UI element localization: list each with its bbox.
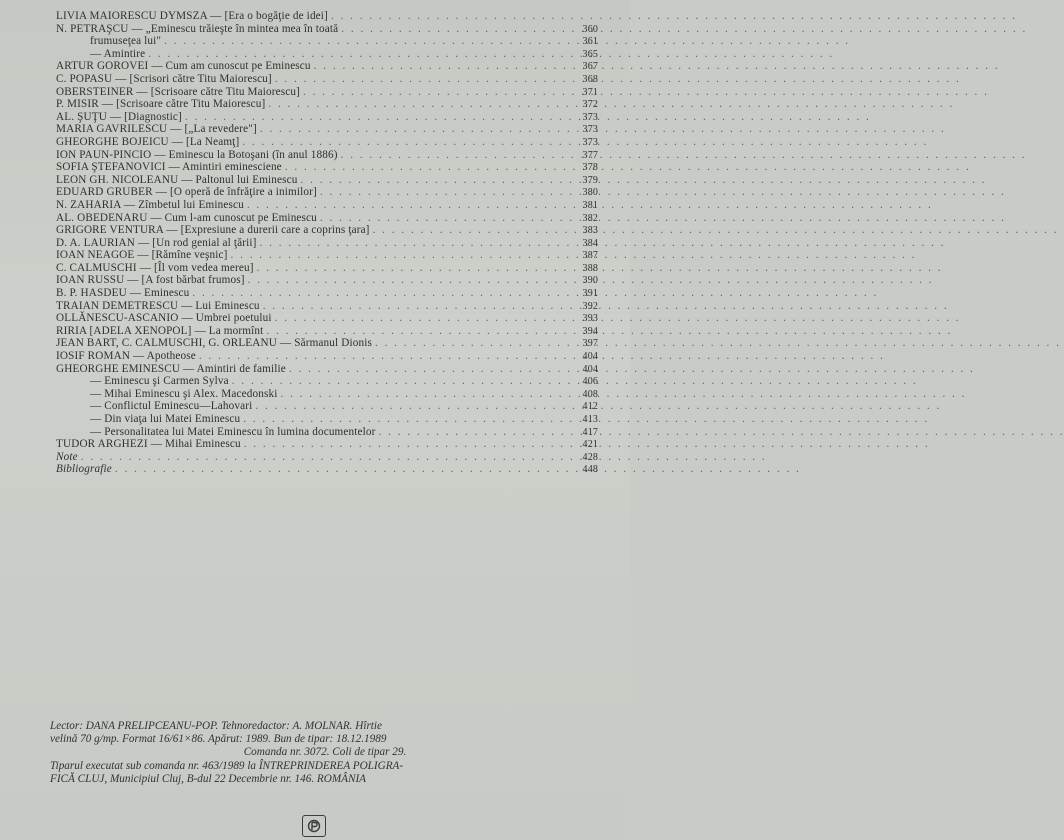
toc-entry [56,149,598,162]
table-of-contents [56,10,598,476]
toc-entry [56,23,598,36]
toc-entry-page: 373 [582,111,598,123]
toc-entry-page: 392 [582,300,598,312]
toc-entry [56,174,598,187]
toc-entry-title: ION PAUN-PINCIO — Eminescu la Botoşani (în anul 1886) [56,148,338,161]
toc-entry [56,111,598,124]
colophon-line: Tiparul executat sub comanda nr. 463/1989 la ÎNTREPRINDEREA POLIGRA- [50,759,404,772]
toc-leader-dots [242,136,569,149]
toc-leader-dots [192,287,569,300]
toc-entry-page: 379 [582,174,598,186]
toc-entry [56,262,598,275]
toc-entry-title: C. CALMUSCHI — [Îl vom vedea mereu] [56,261,254,274]
toc-entry-page: 417 [582,426,598,438]
toc-entry [56,48,598,61]
toc-entry [56,186,598,199]
toc-entry [56,451,598,464]
toc-entry [56,224,598,237]
toc-entry [56,35,598,48]
toc-entry-title: P. MISIR — [Scrisoare către Titu Maiorescu] [56,98,266,111]
toc-entry-title: ARTUR GOROVEI — Cum am cunoscut pe Eminescu [56,60,311,73]
toc-leader-dots [379,426,569,439]
toc-entry [56,463,598,476]
toc-entry-page: 394 [582,325,598,337]
toc-entry [56,274,598,287]
toc-entry-title: D. A. LAURIAN — [Un rod genial al ţării] [56,236,257,249]
toc-entry [56,400,598,413]
toc-entry-title: GRIGORE VENTURA — [Expresiune a durerii care a coprins ţara] [56,224,370,237]
toc-entry-page: 360 [582,23,598,35]
publisher-monogram-icon [302,815,326,837]
toc-entry-title: — Personalitatea lui Matei Eminescu în lumina documentelor [90,425,376,438]
toc-entry-page: 368 [582,73,598,85]
toc-leader-dots [199,350,569,363]
toc-entry-title: OBERSTEINER — [Scrisoare către Titu Maiorescu] [56,85,300,98]
toc-entry-page: 381 [582,199,598,211]
toc-entry-title: N. PETRAŞCU — „Eminescu trăieşte în mintea mea în toată [56,22,339,35]
toc-entry-page: 393 [582,313,598,325]
toc-leader-dots [260,237,570,250]
toc-entry-page: 412 [582,401,598,413]
toc-leader-dots [232,375,569,388]
toc-entry-title: IOSIF ROMAN — Apotheose [56,350,196,363]
toc-entry-page: 448 [582,464,598,476]
toc-leader-dots [331,10,569,23]
toc-entry-title: Note [56,450,78,463]
toc-entry-page: 378 [582,162,598,174]
toc-leader-dots [81,451,569,464]
toc-leader-dots [164,35,569,48]
toc-leader-dots [320,186,569,199]
toc-entry [56,337,598,350]
toc-leader-dots [244,438,569,451]
toc-entry-page: 421 [582,439,598,451]
toc-entry-page: 404 [582,351,598,363]
toc-entry-page: 383 [582,225,598,237]
toc-entry-title: N. ZAHARIA — Zîmbetul lui Eminescu [56,198,244,211]
toc-entry-title: LEON GH. NICOLEANU — Paltonul lui Eminescu [56,173,298,186]
toc-entry-title: IOAN NEAGOE — [Rămîne veşnic] [56,249,228,262]
toc-leader-dots [314,60,569,73]
toc-entry [56,237,598,250]
toc-leader-dots [375,337,569,350]
toc-entry [56,60,598,73]
toc-entry-page: 373 [582,136,598,148]
toc-entry-title: — Din viaţa lui Matei Eminescu [90,413,241,425]
toc-leader-dots [266,325,569,338]
toc-entry [56,413,598,426]
toc-entry [56,123,598,136]
toc-entry [56,325,598,338]
toc-entry [56,350,598,363]
toc-entry [56,212,598,225]
colophon-line: velină 70 g/mp. Format 16/61×86. Apărut: 1989. Bun de tipar: 18.12.1989 [50,733,387,746]
toc-leader-dots [289,363,569,376]
toc-entry-title: LIVIA MAIORESCU DYMSZA — [Era o bogăţie de idei] [56,10,328,22]
toc-entry-title: GHEORGHE BOJEICU — [La Neamţ] [56,135,240,148]
toc-entry-title: SOFIA ŞTEFANOVICI — Amintiri eminesciene [56,161,282,174]
toc-entry-page: 371 [582,86,598,98]
toc-entry-page: 372 [582,99,598,111]
toc-entry-title: GHEORGHE EMINESCU — Amintiri de familie [56,362,286,375]
toc-leader-dots [257,262,569,275]
toc-entry-page: 367 [582,61,598,73]
toc-entry [56,312,598,325]
toc-entry-title: — Mihai Eminescu şi Alex. Macedonski [90,387,278,400]
toc-entry-page: 408 [582,388,598,400]
toc-entry-title: frumuseţea lui" [90,35,162,48]
toc-entry [56,98,598,111]
colophon-line: Lector: DANA PRELIPCEANU-POP. Tehnoredactor: A. MOLNAR. Hîrtie [50,720,382,732]
toc-entry-page: 377 [582,149,598,161]
toc-leader-dots [255,400,569,413]
toc-entry-title: EDUARD GRUBER — [O operă de înfrăţire a inimilor] [56,186,317,199]
toc-entry-page: 384 [582,237,598,249]
toc-entry [56,136,598,149]
toc-entry-title: RIRIA [ADELA XENOPOL] — La mormînt [56,324,264,337]
toc-leader-dots [185,111,569,124]
toc-leader-dots [260,123,569,136]
toc-entry [56,375,598,388]
toc-entry [56,86,598,99]
toc-leader-dots [243,413,569,426]
toc-entry [56,73,598,86]
toc-leader-dots [341,149,569,162]
toc-entry-title: Bibliografie [56,463,112,476]
toc-entry-title: — Amintire [90,47,146,60]
toc-entry-page: 388 [582,262,598,274]
toc-entry-page: 404 [582,363,598,375]
toc-leader-dots [275,312,569,325]
toc-leader-dots [303,86,569,99]
toc-entry-page: 373 [582,124,598,136]
toc-entry-title: OLLĂNESCU-ASCANIO — Umbrei poetului [56,312,272,325]
toc-leader-dots [301,174,569,187]
toc-leader-dots [263,300,569,313]
toc-entry-title: MARIA GAVRILESCU — [„La revedere"] [56,123,257,136]
toc-entry [56,438,598,451]
toc-leader-dots [275,73,569,86]
toc-leader-dots [280,388,569,401]
toc-entry-title: — Conflictul Eminescu—Lahovari [90,400,253,413]
toc-entry-page: 413 [582,414,598,425]
toc-entry [56,161,598,174]
toc-entry-page: 387 [582,250,598,262]
toc-entry-title: AL. OBEDENARU — Cum l-am cunoscut pe Eminescu [56,211,317,224]
toc-entry [56,199,598,212]
toc-entry-title: TRAIAN DEMETRESCU — Lui Eminescu [56,299,260,312]
toc-leader-dots [373,224,569,237]
toc-entry [56,249,598,262]
toc-entry-title: JEAN BART, C. CALMUSCHI, G. ORLEANU — Sărmanul Dionis [56,337,372,350]
toc-entry-title: IOAN RUSSU — [A fost bărbat frumos] [56,274,245,287]
toc-entry [56,363,598,376]
toc-entry [56,10,598,23]
toc-leader-dots [148,48,569,61]
toc-entry [56,426,598,439]
toc-leader-dots [285,161,569,174]
toc-leader-dots [320,212,569,225]
toc-entry-page: 361 [582,36,598,48]
toc-leader-dots [248,274,569,287]
toc-entry-page: 428 [582,451,598,463]
colophon [50,720,600,786]
toc-entry-page: 391 [582,288,598,300]
colophon-line: FICĂ CLUJ, Municipiul Cluj, B-dul 22 Decembrie nr. 146. ROMÂNIA [50,772,367,785]
toc-leader-dots [247,199,569,212]
toc-entry-page: 406 [582,376,598,388]
toc-leader-dots [231,249,569,262]
toc-entry [56,300,598,313]
toc-entry [56,388,598,401]
toc-entry [56,287,598,300]
toc-leader-dots [268,98,569,111]
toc-entry-title: AL. ŞUŢU — [Diagnostic] [56,110,182,123]
toc-leader-dots [115,463,569,476]
toc-entry-page: 382 [582,212,598,224]
toc-entry-title: TUDOR ARGHEZI — Mihai Eminescu [56,438,241,451]
toc-entry-page: 380 [582,187,598,199]
toc-entry-page: 390 [582,275,598,287]
toc-entry-title: C. POPASU — [Scrisori către Titu Maiorescu] [56,72,272,85]
toc-entry-page: 397 [582,338,598,350]
colophon-line: Comanda nr. 3072. Coli de tipar 29. [243,746,407,759]
toc-entry-page: 365 [582,48,598,60]
toc-entry-title: B. P. HASDEU — Eminescu [56,287,190,300]
toc-entry-title: — Eminescu şi Carmen Sylva [90,375,229,388]
toc-leader-dots [341,23,569,36]
